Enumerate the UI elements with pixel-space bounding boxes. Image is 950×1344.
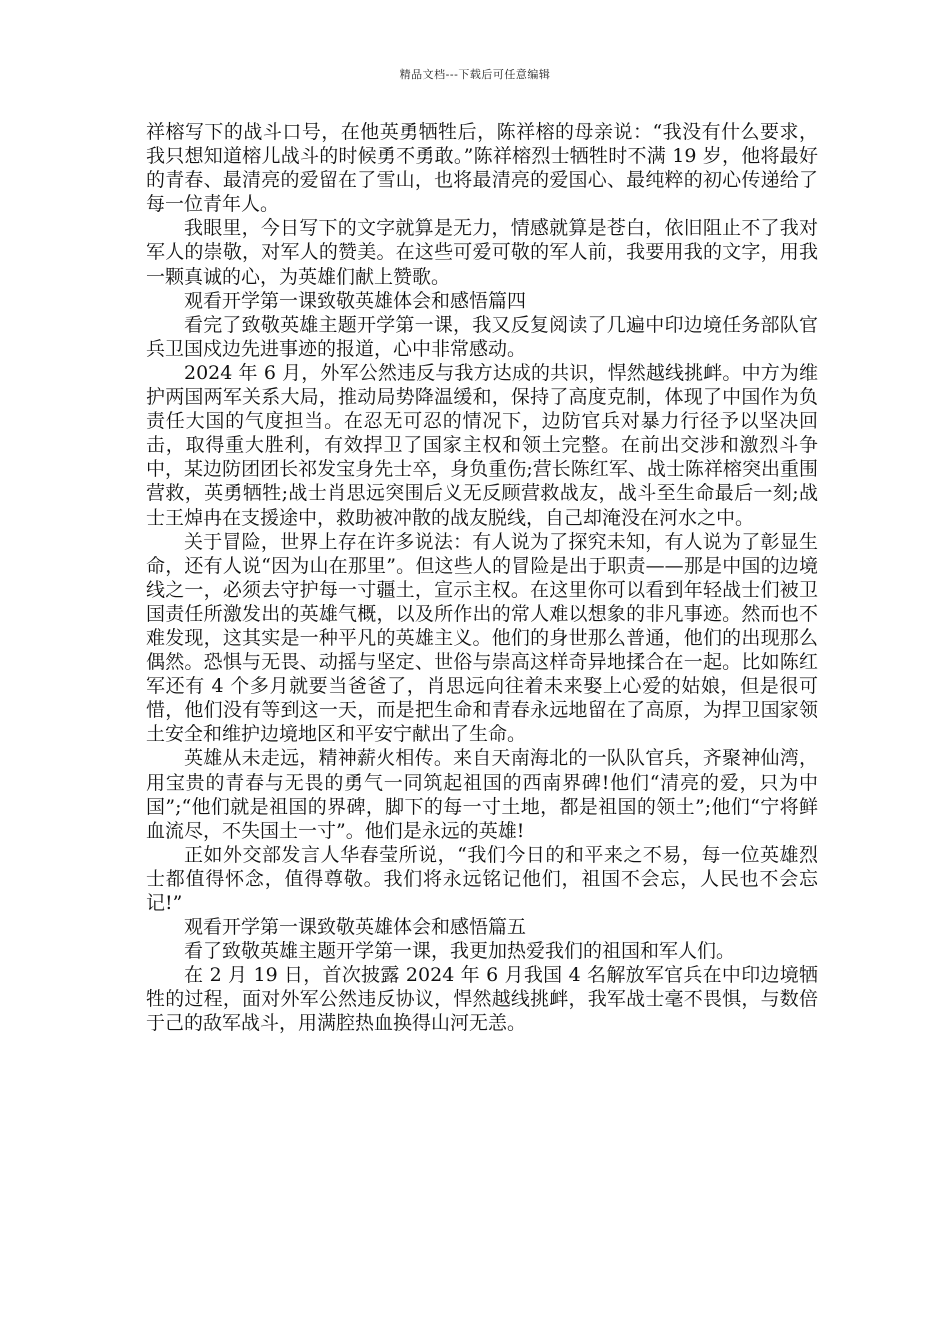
paragraph-continuation: 祥榕写下的战斗口号，在他英勇牺牲后，陈祥榕的母亲说：“我没有什么要求，我只想知道榕儿战斗的时候勇不勇敢。”陈祥榕烈士牺牲时不满 19 岁，他将最好的青春、最清亮的爱留在了雪山，也将最清亮的爱国心、最纯粹的初心传递给了每一位青年人。 xyxy=(146,121,818,216)
paragraph: 在 2 月 19 日，首次披露 2024 年 6 月我国 4 名解放军官兵在中印边境牺牲的过程，面对外军公然违反协议，悍然越线挑衅，我军战士毫不畏惧，与数倍于己的敌军战斗，用满腔热血换得山河无恙。 xyxy=(146,964,818,1035)
paragraph: 2024 年 6 月，外军公然违反与我方达成的共识，悍然越线挑衅。中方为维护两国两军关系大局，推动局势降温缓和，保持了高度克制，体现了中国作为负责任大国的气度担当。在忍无可忍的情况下，边防官兵对暴力行径予以坚决回击，取得重大胜利，有效捍卫了国家主权和领土完整。在前出交涉和激烈斗争中，某边防团团长祁发宝身先士卒，身负重伤;营长陈红军、战士陈祥榕突出重围营救，英勇牺牲;战士肖思远突围后义无反顾营救战友，战斗至生命最后一刻;战士王焯冉在支援途中，救助被冲散的战友脱线，自己却淹没在河水之中。 xyxy=(146,361,818,529)
document-body xyxy=(146,120,818,1036)
paragraph: 看了致敬英雄主题开学第一课，我更加热爱我们的祖国和军人们。 xyxy=(184,940,736,963)
paragraph: 正如外交部发言人华春莹所说，“我们今日的和平来之不易，每一位英雄烈士都值得怀念，值得尊敬。我们将永远铭记他们，祖国不会忘，人民也不会忘记!” xyxy=(146,843,818,914)
paragraph: 关于冒险，世界上存在许多说法：有人说为了探究未知，有人说为了彰显生命，还有人说“因为山在那里”。但这些人的冒险是出于职责——那是中国的边境线之一，必须去守护每一寸疆土，宣示主权。在这里你可以看到年轻战士们被卫国责任所激发出的英雄气概，以及所作出的常人难以想象的非凡事迹。然而也不难发现，这其实是一种平凡的英雄主义。他们的身世那么普通，他们的出现那么偶然。恐惧与无畏、动摇与坚定、世俗与崇高这样奇异地揉合在一起。比如陈红军还有 4 个多月就要当爸爸了，肖思远向往着未来娶上心爱的姑娘，但是很可惜，他们没有等到这一天，而是把生命和青春永远地留在了高原，为捍卫国家领土安全和维护边境地区和平安宁献出了生命。 xyxy=(146,530,818,746)
paragraph: 英雄从未走远，精神薪火相传。来自天南海北的一队队官兵，齐聚神仙湾，用宝贵的青春与无畏的勇气一同筑起祖国的西南界碑!他们“清亮的爱，只为中国”;“他们就是祖国的界碑，脚下的每一寸土地，都是祖国的领土”;他们“宁将鲜血流尽，不失国土一寸”。他们是永远的英雄! xyxy=(146,747,818,842)
section-heading-4: 观看开学第一课致敬英雄体会和感悟篇四 xyxy=(184,289,527,312)
paragraph: 看完了致敬英雄主题开学第一课，我又反复阅读了几遍中印边境任务部队官兵卫国戍边先进事迹的报道，心中非常感动。 xyxy=(146,313,818,360)
page-header: 精品文档---下载后可任意编辑 xyxy=(399,68,551,81)
paragraph: 我眼里，今日写下的文字就算是无力，情感就算是苍白，依旧阻止不了我对军人的崇敬，对军人的赞美。在这些可爱可敬的军人前，我要用我的文字，用我一颗真诚的心，为英雄们献上赞歌。 xyxy=(146,217,818,288)
section-heading-5: 观看开学第一课致敬英雄体会和感悟篇五 xyxy=(184,916,527,939)
